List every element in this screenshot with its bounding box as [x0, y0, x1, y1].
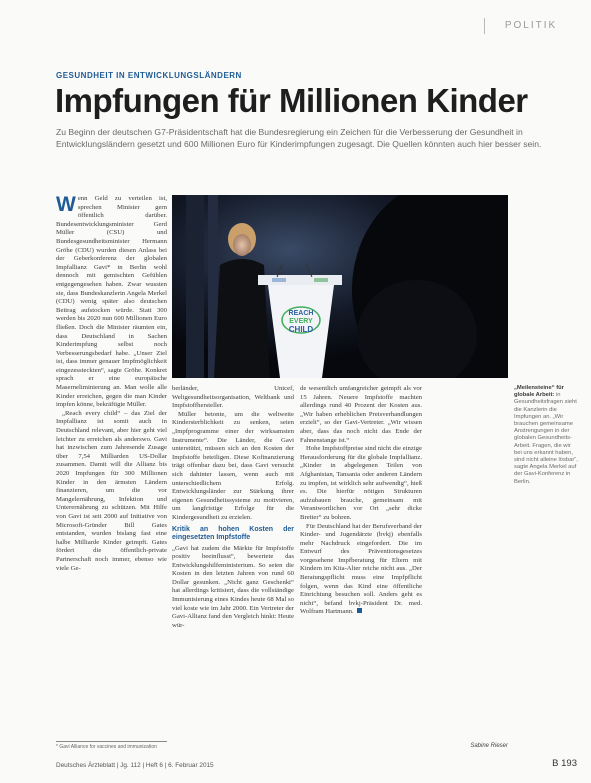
footnote: * Gavi Alliance for vaccines and immunization [56, 741, 167, 750]
section-label: POLITIK [484, 18, 577, 34]
text-column-1 [56, 195, 167, 755]
paragraph: Müller betonte, um die weltweite Kindersterblichkeit zu senken, seien „Impfprogramme einer der wirksamsten Instrumente“. Die Länder, die Gavi unterstützt, müssen sich an den Kosten der Impfstoffe beteiligen. Diese Kofinanzierung trägt offenbar dazu bei, dass Gavi versucht sich dahinter lassen, wenn auch mit unterschiedlichem Erfolg. Entwicklungsländer zur Stärkung ihrer eigenen Gesundheitssysteme zu motivieren, um langfristige Erfolge für die Kindergesundheit zu erzielen. [172, 410, 294, 521]
paragraph-text: enn Geld zu verteilen ist, sprechen Minister gern öffentlich darüber. Bundesentwicklungsminister Gerd Müller (CSU) und Bundesgesundheitsminister Hermann Gröhe (CDU) wurden diesen Anlass bei der Geberkonferenz der globalen Impfallianz Gavi* in Berlin wohl dennoch mit gemischten Gefühlen entgegengesehen haben. Zwar wussten sie, dass Bundeskanzlerin Angela Merkel (CDU) wenig später also deutschen Beitrag aufstocken würde. Statt 300 werden bis 2020 nun 600 Millionen Euro fließen. Doch die Minister räumten ein, dass Deutschland in Sachen Kinderimpfung selbst noch Verbesserungsbedarf habe. „Unser Ziel ist, dass immer genauer Impfmöglichkeit eingezessteckten“, sagte Gröhe. Konkret sprach er eine europäische Maserneliminierung an. Man wolle alle Kinder erreichen, gegen die man Kinder impfen könne, bekräftigte Müller. [56, 195, 167, 409]
article-title: Impfungen für Millionen Kinder [55, 82, 528, 119]
end-mark-icon [357, 608, 362, 613]
author-name: Sabine Rieser [470, 743, 508, 749]
paragraph-text: Für Deutschland hat der Berufsverband der Kinder- und Jugendärzte (bvkj) ebenfalls mehr Nachdruck eingefordert. Die im Entwurf des Präventionsgesetzes vorgesehene Impfberatung für Eltern mit Kindern im Kita-Alter reiche nicht aus. „Der Beratungspflicht muss eine Impfpflicht folgen, wenn das Kind eine öffentliche Einrichtung besuchen soll. Anders geht es nicht“, befand bvkj-Präsident Dr. med. Wolfram Hartmann. [300, 522, 422, 616]
photo-illustration [172, 195, 508, 378]
dropcap: W [56, 195, 76, 216]
podium-reach: REACH [288, 310, 314, 317]
article-lead: Zu Beginn der deutschen G7-Präsidentschaft hat die Bundesregierung ein Zeichen für die Verbesserung der Gesundheit in Entwicklungsländern gesetzt und 600 Millionen Euro für Kinderimpfungen zugesagt. Die Quellen könnten auch hier besser sein. [56, 127, 542, 149]
paragraph: „Gavi hat zudem die Märkte für Impfstoffe positiv beeinflusst“, bewertete das Entwicklungshilfeministerium. So seien die Kosten in den letzten Jahren von rund 60 Dollar gesunken. „Nicht ganz Geschenkt“ hat allerdings kritisiert, dass die vollständige Immunisierung eines Kindes heute 68 Mal so viel koste wie im Jahr 2000. Ein Vertreter der Gavi-Allianz fand den Vergleich hinkt: Heute wür- [172, 544, 294, 629]
podium-child: CHILD [288, 325, 314, 334]
article-subhead: Kritik an hohen Kosten der eingesetzten Impfstoffe [172, 525, 294, 541]
article-photo [172, 195, 508, 378]
paragraph [300, 523, 422, 618]
podium-every: EVERY [289, 318, 313, 325]
caption-text: in Gesundheitsfragen sieht die Kanzlerin die Impfungen an. „Wir brauchen gemeinsame Anstrengungen in der globalen Gesundheits-Arbeit. Fragen, die wir bei uns erkannt haben, sind nicht alleine lösbar“, sagte Angela Merkel auf der Gavi-Konferenz in Berlin. [514, 392, 578, 485]
journal-footer: Deutsches Ärzteblatt | Jg. 112 | Heft 6 | 6. Februar 2015 [56, 762, 214, 769]
article-kicker: GESUNDHEIT IN ENTWICKLUNGSLÄNDERN [56, 71, 242, 80]
paragraph: berländer, Unicef, Weltgesundheitsorganisation, Weltbank und Impfstoffhersteller. [172, 385, 294, 410]
caption-lead: „Meilensteine“ für globale Arbeit: [514, 385, 564, 399]
page-number: B 193 [552, 758, 577, 769]
photo-caption [514, 385, 580, 486]
paragraph: Hohe Impfstoffpreise sind nicht die einzige Herausforderung für die globale Impfallianz. „Kinder in abgelegenen Teilen von Afghanistan, Tansania oder anderen Ländern zu impfen, ist wirklich sehr aufwendig“, hieß es. Die hierfür nötigen Strukturen aufzubauen brauche, gemeinsam mit Verantwortlichen vor Ort „sehr dicke Bretter“ zu bohren. [300, 445, 422, 521]
paragraph [56, 195, 167, 410]
paragraph: de wesentlich umfangreicher geimpft als vor 15 Jahren. Neuere Impfstoffe machten allerdings rund 40 Prozent der Kosten aus. „Wir haben erheblichen Preisverhandlungen erzielt“, so der Gavi-Vertreter. „Wir wissen aber, dass das noch nicht das Ende der Fahnenstange ist.“ [300, 385, 422, 444]
text-column-3 [300, 385, 422, 755]
text-column-2 [172, 385, 294, 755]
paragraph: „Reach every child“ – das Ziel der Impfallianz ist somit auch in Deutschland relevant, aber hier geht viel leichter zu erreichen als anderswo. Gavi hat inzwischen zum Jahresende Zusage über 7,54 Milliarden US-Dollar zusammen. Damit will die Allianz bis 2020 Impfungen für 300 Millionen Kinder in den ärmsten Ländern finanzieren, um die vor Mangelernährung, Infektion und Unterernährung zu schützen. Mit Hilfe von Gavi ist seit 2000 auf Initiative von Microsoft-Gründer Bill Gates entstanden, wurden bislang fast eine halbe Milliarde Kinder geimpft. Gates fördert die öffentlich-private Partnerschaft noch immer, ebenso wie viele Ge- [56, 409, 167, 572]
